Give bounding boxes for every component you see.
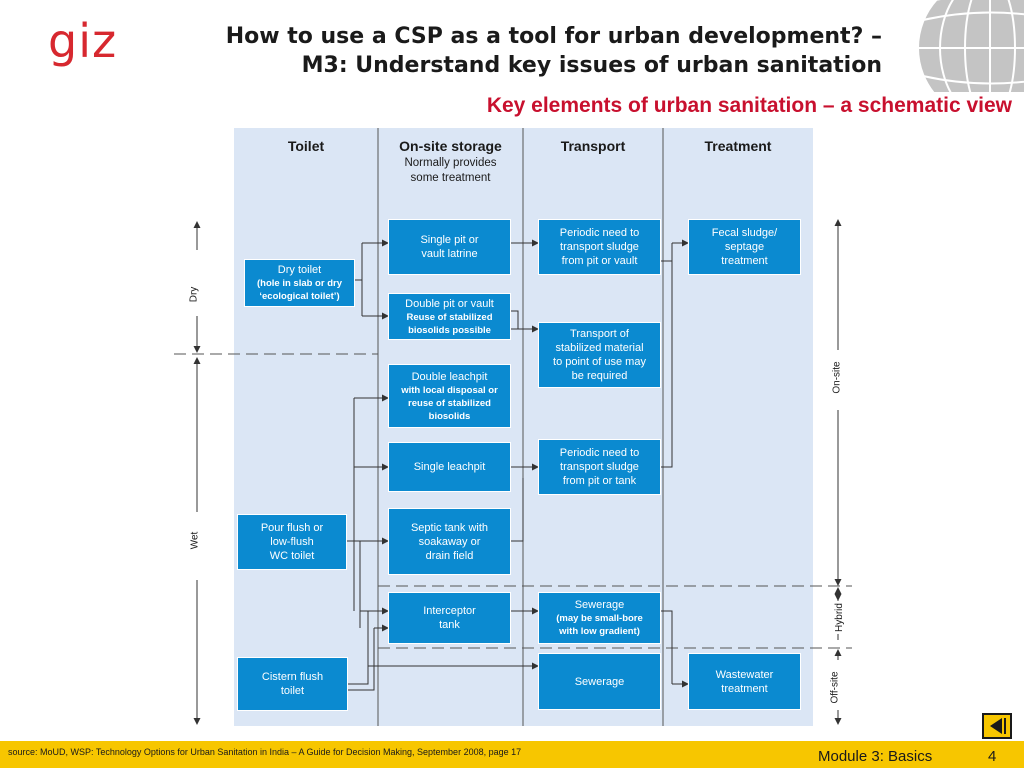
fecal-sludge-line-2: septage: [724, 241, 765, 253]
periodic-tank-line-1: Periodic need to: [559, 447, 640, 459]
dry-toilet-line-1: Dry toilet: [277, 264, 322, 276]
cistern-flush-toilet-box: [237, 657, 348, 711]
single-pit-line-1: Single pit or: [420, 234, 479, 246]
column-header-treatment: Treatment: [704, 138, 772, 154]
dry-toilet-box: [244, 259, 355, 307]
single-leachpit-line-1: Single leachpit: [413, 461, 486, 473]
transport-stabilized-line-4: be required: [571, 370, 628, 382]
double-pit-box: [388, 293, 511, 340]
back-nav-button[interactable]: [982, 713, 1012, 739]
dry-toilet-line-3: ‘ecological toilet’): [259, 291, 340, 302]
interceptor-line-1: Interceptor: [423, 605, 476, 617]
periodic-vault-line-2: transport sludge: [560, 241, 639, 253]
module-label: Module 3: Basics: [818, 748, 933, 765]
side-label-wet: Wet: [189, 531, 201, 550]
periodic-transport-tank-box: [538, 439, 661, 495]
cistern-flush-line-2: toilet: [280, 685, 305, 697]
double-pit-line-2: Reuse of stabilized: [406, 311, 493, 323]
cistern-flush-line-1: Cistern flush: [261, 671, 324, 683]
pour-flush-line-2: low-flush: [270, 536, 314, 548]
dry-toilet-line-2: (hole in slab or dry: [257, 278, 342, 289]
sewerage-hybrid-line-1: Sewerage: [574, 599, 625, 611]
interceptor-tank-box: [388, 592, 511, 644]
fecal-sludge-line-1: Fecal sludge/: [711, 227, 778, 239]
side-label-dry: Dry: [188, 286, 200, 303]
title-line-1: How to use a CSP as a tool for urban development? –: [225, 24, 882, 49]
septic-tank-box: [388, 508, 511, 575]
giz-logo: giz: [48, 14, 118, 68]
single-pit-box: [388, 219, 511, 275]
storage-sub-line-2: some treatment: [410, 172, 491, 184]
pour-flush-line-1: Pour flush or: [260, 522, 324, 534]
interceptor-line-2: tank: [439, 619, 460, 631]
double-leachpit-line-3: reuse of stabilized: [408, 397, 491, 409]
pour-flush-toilet-box: [237, 514, 347, 570]
periodic-transport-vault-box: [538, 219, 661, 275]
sewerage-line-1: Sewerage: [574, 675, 625, 688]
sewerage-hybrid-line-3: with low gradient): [559, 626, 640, 637]
septic-tank-line-2: soakaway or: [418, 535, 481, 548]
single-leachpit-box: [388, 442, 511, 492]
column-header-toilet: Toilet: [287, 138, 325, 154]
double-leachpit-line-1: Double leachpit: [411, 370, 488, 383]
pour-flush-line-3: WC toilet: [269, 550, 315, 562]
wastewater-line-2: treatment: [721, 682, 768, 695]
transport-stabilized-line-3: to point of use may: [553, 356, 646, 368]
transport-stabilized-line-1: Transport of: [570, 328, 629, 340]
diagram-subtitle: Key elements of urban sanitation – a schematic view: [486, 94, 1012, 117]
periodic-vault-line-1: Periodic need to: [559, 227, 640, 239]
sewerage-box: [538, 653, 661, 710]
fecal-sludge-treatment-box: [688, 219, 801, 275]
source-note: source: MoUD, WSP: Technology Options for Urban Sanitation in India – A Guide for Decision Making, September 2008, page 17: [8, 747, 522, 757]
sewerage-hybrid-box: [538, 592, 661, 644]
side-label-onsite: On-site: [831, 361, 843, 394]
fecal-sludge-line-3: treatment: [721, 255, 768, 267]
septic-tank-line-3: drain field: [425, 549, 474, 562]
periodic-tank-line-2: transport sludge: [560, 461, 639, 473]
column-header-storage: On-site storage: [399, 138, 502, 154]
periodic-vault-line-3: from pit or vault: [561, 255, 638, 267]
page-number: 4: [988, 748, 997, 765]
sewerage-hybrid-line-2: (may be small-bore: [556, 613, 643, 624]
column-subheader-storage: [378, 156, 523, 186]
periodic-tank-line-3: from pit or tank: [562, 475, 637, 487]
single-pit-line-2: vault latrine: [421, 248, 478, 260]
double-pit-line-1: Double pit or vault: [405, 297, 494, 310]
double-leachpit-line-2: with local disposal or: [401, 384, 498, 396]
title-line-2: M3: Understand key issues of urban sanitation: [301, 53, 882, 78]
double-pit-line-3: biosolids possible: [408, 324, 491, 336]
back-arrow-icon: [984, 715, 1010, 737]
wastewater-treatment-box: [688, 653, 801, 710]
storage-sub-line-1: Normally provides: [404, 157, 497, 169]
column-header-transport: Transport: [560, 138, 626, 154]
double-leachpit-line-4: biosolids: [428, 410, 471, 422]
side-label-offsite: Off-site: [829, 671, 841, 704]
side-label-hybrid: Hybrid: [833, 603, 845, 632]
wastewater-line-1: Wastewater: [715, 668, 774, 681]
septic-tank-line-1: Septic tank with: [410, 521, 489, 534]
transport-stabilized-line-2: stabilized material: [555, 342, 644, 354]
transport-stabilized-box: [538, 322, 661, 388]
double-leachpit-box: [388, 364, 511, 428]
